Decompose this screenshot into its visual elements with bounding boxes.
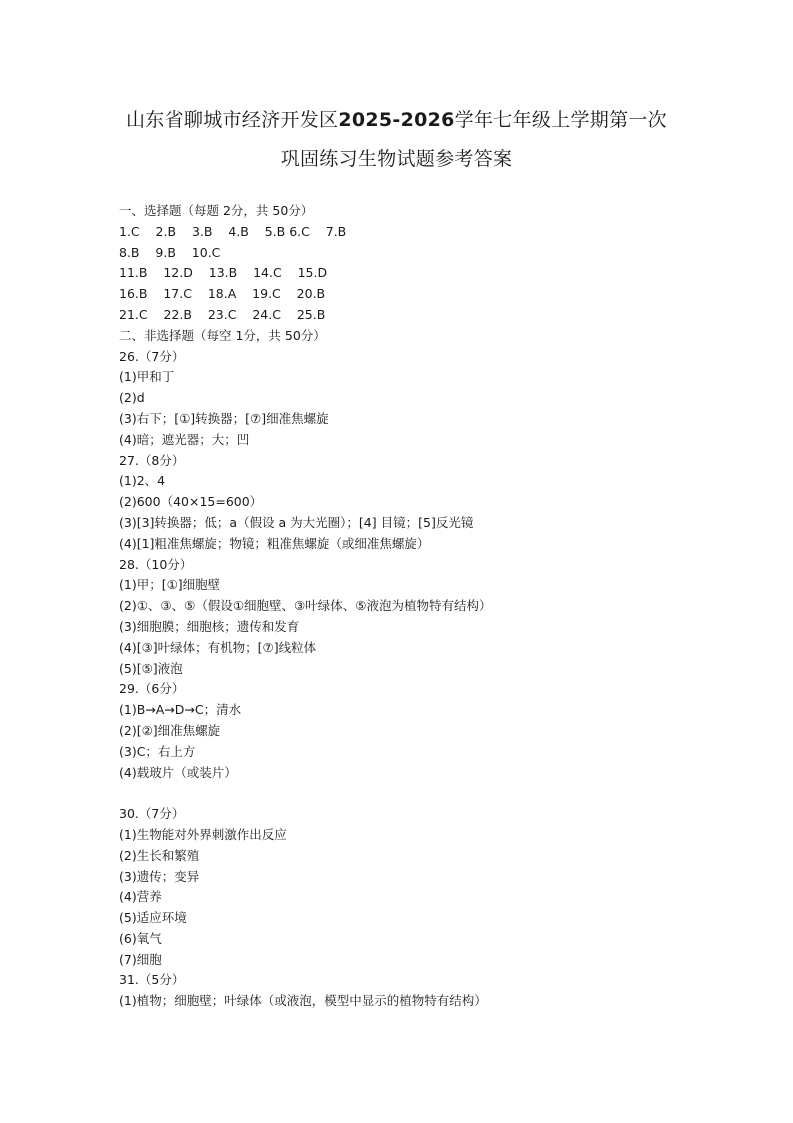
answer-line: 28.（10分）	[119, 556, 193, 572]
answer-line: (3)[3]转换器；低；a（假设 a 为大光圈）；[4] 目镜；[5]反光镜	[119, 514, 474, 530]
answer-line: (4)[1]粗准焦螺旋；物镜；粗准焦螺旋（或细准焦螺旋）	[119, 535, 430, 551]
answer-line: (1)甲；[①]细胞壁	[119, 577, 221, 593]
answer-line: 21.C 22.B 23.C 24.C 25.B	[119, 306, 326, 322]
answer-line: (5)[⑤]液泡	[119, 660, 183, 676]
answer-line: (3)细胞膜；细胞核；遗传和发育	[119, 618, 300, 634]
answer-line: (1)2、4	[119, 473, 166, 489]
answer-line: (2)600（40×15=600）	[119, 494, 263, 510]
answer-line: (1)B→A→D→C；清水	[119, 702, 242, 718]
answer-body	[119, 201, 719, 1012]
answer-line: (2)d	[119, 390, 145, 406]
answer-line: (3)C；右上方	[119, 743, 196, 759]
answer-line: (3)遗传；变异	[119, 868, 200, 884]
answer-line: (4)载玻片（或装片）	[119, 764, 237, 780]
answer-line: 26.（7分）	[119, 348, 185, 364]
title-suffix: 学年七年级上学期第一次	[454, 109, 667, 131]
answer-line: (1)生物能对外界刺激作出反应	[119, 826, 287, 842]
answer-line: 11.B 12.D 13.B 14.C 15.D	[119, 265, 328, 281]
document-title-line1	[0, 108, 793, 132]
answer-line: 27.（8分）	[119, 452, 185, 468]
answer-line: (2)①、③、⑤（假设①细胞壁、③叶绿体、⑤液泡为植物特有结构）	[119, 598, 492, 614]
answer-line: 16.B 17.C 18.A 19.C 20.B	[119, 286, 326, 302]
title-prefix: 山东省聊城市经济开发区	[126, 109, 339, 131]
answer-line: 31.（5分）	[119, 972, 185, 988]
title-year: 2025-2026	[338, 109, 455, 131]
answer-line: 29.（6分）	[119, 681, 185, 697]
answer-line: (5)适应环境	[119, 910, 187, 926]
answer-line: (4)营养	[119, 889, 162, 905]
answer-line: 1.C 2.B 3.B 4.B 5.B 6.C 7.B	[119, 223, 347, 239]
answer-line: 二、非选择题（每空 1分，共 50分）	[119, 327, 326, 343]
answer-line: (2)[②]细准焦螺旋	[119, 722, 221, 738]
answer-line: 一、选择题（每题 2分，共 50分）	[119, 203, 314, 218]
answer-line: (3)右下；[①]转换器；[⑦]细准焦螺旋	[119, 410, 329, 426]
answer-line: (6)氧气	[119, 930, 162, 946]
answer-line: (7)细胞	[119, 951, 162, 967]
answer-line: 30.（7分）	[119, 806, 185, 822]
blank-line	[119, 783, 719, 804]
answer-line: 8.B 9.B 10.C	[119, 244, 221, 260]
answer-line: (1)植物；细胞壁；叶绿体（或液泡，模型中显示的植物特有结构）	[119, 993, 487, 1009]
answer-line: (1)甲和丁	[119, 369, 175, 385]
answer-line: (4)暗；遮光器；大；凹	[119, 431, 250, 447]
answer-line: (4)[③]叶绿体；有机物；[⑦]线粒体	[119, 639, 317, 655]
answer-line: (2)生长和繁殖	[119, 847, 200, 863]
document-title-line2: 巩固练习生物试题参考答案	[280, 148, 513, 170]
